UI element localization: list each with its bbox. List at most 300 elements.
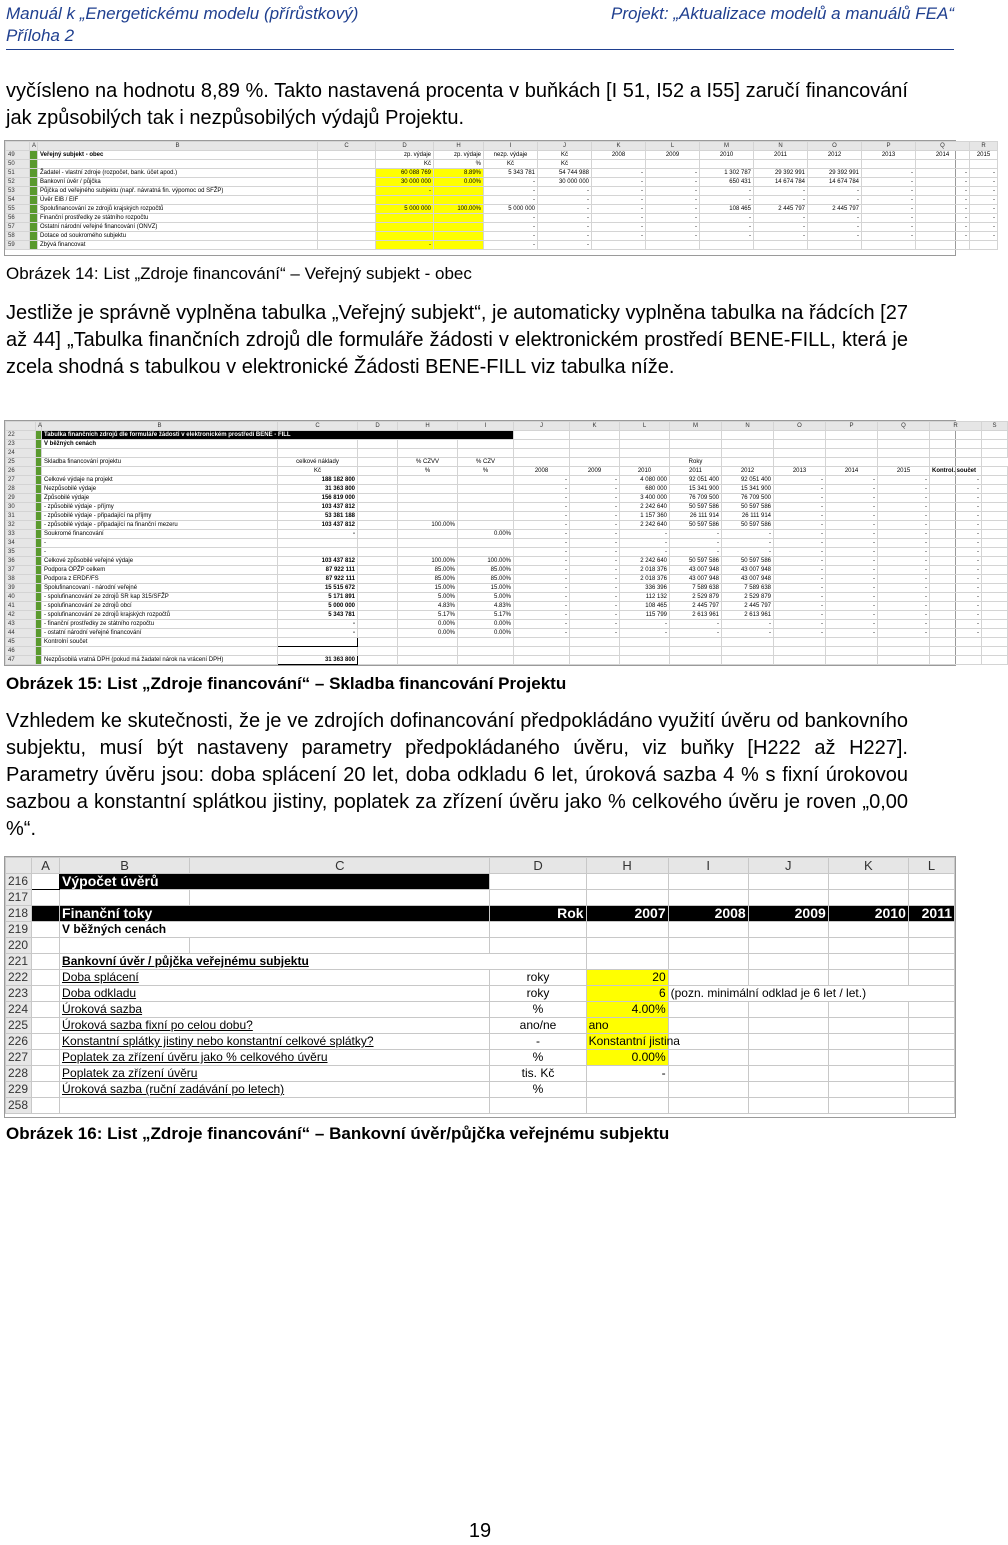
- row-number[interactable]: 22: [6, 431, 36, 440]
- header-cell[interactable]: celkové náklady: [278, 458, 358, 467]
- empty-cell[interactable]: [620, 458, 670, 467]
- value-cell-i[interactable]: [458, 548, 514, 557]
- value-cell-q[interactable]: -: [826, 566, 878, 575]
- value-cell-h[interactable]: 85.00%: [398, 575, 458, 584]
- value-cell-o[interactable]: 92 051 400: [722, 476, 774, 485]
- value-cell-o[interactable]: 15 341 900: [722, 485, 774, 494]
- value-cell-p[interactable]: -: [774, 566, 826, 575]
- value-cell-h[interactable]: 0.00%: [398, 620, 458, 629]
- value-cell-o[interactable]: [722, 647, 774, 656]
- value-cell-q[interactable]: [826, 638, 878, 647]
- empty-cell[interactable]: [748, 874, 828, 890]
- value-cell-s[interactable]: -: [930, 512, 982, 521]
- empty-cell[interactable]: [878, 440, 930, 449]
- label-cell[interactable]: -: [42, 548, 278, 557]
- empty-cell[interactable]: [514, 449, 570, 458]
- label-cell[interactable]: Spolufinancovaní - národní veřejné: [42, 584, 278, 593]
- table-title[interactable]: Tabulka finančních zdrojů dle formuláře žádosti v elektronickém prostředí BENE - FILL: [42, 431, 514, 440]
- value-cell-l[interactable]: -: [570, 620, 620, 629]
- row-number[interactable]: 27: [6, 476, 36, 485]
- empty-cell[interactable]: [828, 1082, 908, 1098]
- value-cell-r[interactable]: -: [916, 205, 970, 214]
- value-cell-o[interactable]: 2 445 797: [722, 602, 774, 611]
- row-number[interactable]: 216: [6, 874, 32, 890]
- value-cell-m[interactable]: -: [620, 620, 670, 629]
- value-cell-r[interactable]: -: [916, 178, 970, 187]
- value-cell-s[interactable]: [970, 241, 998, 250]
- column-header-p[interactable]: P: [862, 142, 916, 151]
- value-cell-i[interactable]: [458, 539, 514, 548]
- empty-cell[interactable]: [774, 440, 826, 449]
- empty-cell[interactable]: [358, 440, 398, 449]
- value-cell-m[interactable]: -: [620, 629, 670, 638]
- empty-cell[interactable]: [982, 521, 1008, 530]
- value-cell-r[interactable]: -: [878, 611, 930, 620]
- value-cell-k[interactable]: -: [538, 187, 592, 196]
- empty-cell[interactable]: [828, 938, 908, 954]
- note-cell[interactable]: [668, 1034, 748, 1050]
- label-cell[interactable]: - spolufinancování ze zdrojů krajských rozpočtů: [42, 611, 278, 620]
- empty-cell[interactable]: [32, 986, 60, 1002]
- empty-cell[interactable]: [358, 611, 398, 620]
- value-cell-m[interactable]: 2009: [646, 151, 700, 160]
- row-number[interactable]: 39: [6, 584, 36, 593]
- value-cell-q[interactable]: -: [862, 223, 916, 232]
- empty-cell[interactable]: [982, 494, 1008, 503]
- value-cell-nn[interactable]: -: [670, 548, 722, 557]
- cell-d[interactable]: [318, 241, 376, 250]
- label-cell[interactable]: [38, 160, 318, 169]
- column-header-d[interactable]: D: [376, 142, 434, 151]
- row-number[interactable]: 229: [6, 1082, 32, 1098]
- empty-cell[interactable]: [982, 593, 1008, 602]
- value-cell-i[interactable]: zp. výdaje: [434, 151, 484, 160]
- empty-cell[interactable]: [358, 566, 398, 575]
- value-cell-l[interactable]: -: [570, 548, 620, 557]
- label-cell[interactable]: Způsobilé výdaje: [42, 494, 278, 503]
- column-header-k[interactable]: K: [828, 858, 908, 874]
- value-cell-h[interactable]: [398, 548, 458, 557]
- value-cell-r[interactable]: -: [916, 169, 970, 178]
- value-cell-r[interactable]: -: [878, 566, 930, 575]
- value-cell-d[interactable]: 87 922 111: [278, 566, 358, 575]
- value-cell-l[interactable]: -: [570, 530, 620, 539]
- empty-cell[interactable]: [828, 1018, 908, 1034]
- value-cell-h[interactable]: [398, 494, 458, 503]
- row-number[interactable]: 29: [6, 494, 36, 503]
- value-cell-s[interactable]: -: [930, 494, 982, 503]
- value-cell-m[interactable]: -: [646, 214, 700, 223]
- value-cell-nn[interactable]: 650 431: [700, 178, 754, 187]
- label-cell[interactable]: - spolufinancování ze zdrojů SR kap 315/SFŽP: [42, 593, 278, 602]
- value-cell-k[interactable]: 54 744 988: [538, 169, 592, 178]
- column-header-q[interactable]: Q: [916, 142, 970, 151]
- value-cell-s[interactable]: -: [930, 629, 982, 638]
- empty-cell[interactable]: [982, 512, 1008, 521]
- empty-cell[interactable]: [982, 647, 1008, 656]
- column-header-c[interactable]: C: [278, 422, 358, 431]
- value-cell-s[interactable]: -: [930, 620, 982, 629]
- value-cell-d[interactable]: 103 437 812: [278, 557, 358, 566]
- value-cell-d[interactable]: 5 343 781: [278, 611, 358, 620]
- empty-cell[interactable]: [670, 431, 722, 440]
- empty-cell[interactable]: [358, 449, 398, 458]
- value-cell-j[interactable]: nezp. výdaje: [484, 151, 538, 160]
- empty-cell[interactable]: [278, 449, 358, 458]
- unit-cell[interactable]: -: [490, 1034, 586, 1050]
- empty-cell[interactable]: [722, 458, 774, 467]
- row-number[interactable]: 57: [6, 223, 30, 232]
- value-cell-d[interactable]: 5 171 891: [278, 593, 358, 602]
- value-cell-h[interactable]: [398, 647, 458, 656]
- empty-cell[interactable]: [358, 620, 398, 629]
- value-cell-m[interactable]: [620, 656, 670, 665]
- value-cell-r[interactable]: -: [878, 629, 930, 638]
- row-number[interactable]: 45: [6, 638, 36, 647]
- column-header-b[interactable]: B: [42, 422, 278, 431]
- value-cell-nn[interactable]: -: [700, 232, 754, 241]
- value-cell-m[interactable]: -: [646, 232, 700, 241]
- year-cell[interactable]: 2007: [586, 906, 668, 922]
- value-cell-j[interactable]: 5 000 000: [484, 205, 538, 214]
- empty-cell[interactable]: [490, 922, 586, 938]
- empty-cell[interactable]: [748, 954, 828, 970]
- value-cell-k[interactable]: -: [514, 485, 570, 494]
- value-cell-i[interactable]: 100.00%: [458, 557, 514, 566]
- label-cell[interactable]: - finanční prostředky ze státního rozpočtu: [42, 620, 278, 629]
- value-cell-m[interactable]: 4 080 000: [620, 476, 670, 485]
- value-cell-s[interactable]: -: [930, 539, 982, 548]
- label-cell[interactable]: Žadatel - vlastní zdroje (rozpočet, bank. účet apod.): [38, 169, 318, 178]
- year-cell[interactable]: 2014: [826, 467, 878, 476]
- empty-cell[interactable]: [826, 449, 878, 458]
- unit-cell[interactable]: %: [490, 1082, 586, 1098]
- empty-cell[interactable]: [982, 629, 1008, 638]
- empty-cell[interactable]: [982, 476, 1008, 485]
- value-cell-p[interactable]: -: [774, 521, 826, 530]
- value-cell-p[interactable]: -: [774, 548, 826, 557]
- value-cell-o[interactable]: -: [754, 214, 808, 223]
- value-cell-k[interactable]: -: [514, 566, 570, 575]
- empty-cell[interactable]: [670, 440, 722, 449]
- value-cell-nn[interactable]: 50 597 586: [670, 503, 722, 512]
- empty-cell[interactable]: [930, 458, 982, 467]
- value-cell-h[interactable]: 30 000 000: [376, 178, 434, 187]
- value-cell-s[interactable]: -: [930, 593, 982, 602]
- value-cell-i[interactable]: [458, 638, 514, 647]
- value-cell-p[interactable]: [808, 160, 862, 169]
- value-cell-p[interactable]: -: [774, 530, 826, 539]
- row-number[interactable]: 47: [6, 656, 36, 665]
- empty-cell[interactable]: [620, 440, 670, 449]
- column-header-s[interactable]: S: [982, 422, 1008, 431]
- parameter-label[interactable]: Úroková sazba fixní po celou dobu?: [60, 1018, 490, 1034]
- value-cell-q[interactable]: -: [826, 575, 878, 584]
- value-cell-o[interactable]: 50 597 586: [722, 503, 774, 512]
- value-cell-r[interactable]: -: [916, 214, 970, 223]
- empty-cell[interactable]: [358, 602, 398, 611]
- label-cell[interactable]: Ostatní národní veřejné financování (ONVZ): [38, 223, 318, 232]
- value-cell-k[interactable]: -: [514, 629, 570, 638]
- row-marker[interactable]: [30, 160, 38, 169]
- empty-cell[interactable]: [878, 449, 930, 458]
- row-number[interactable]: 56: [6, 214, 30, 223]
- column-header-j[interactable]: J: [748, 858, 828, 874]
- column-header-q[interactable]: Q: [878, 422, 930, 431]
- column-header-l[interactable]: L: [908, 858, 954, 874]
- row-marker[interactable]: [30, 205, 38, 214]
- subtitle-cell[interactable]: V běžných cenách: [42, 440, 278, 449]
- column-header-i[interactable]: I: [484, 142, 538, 151]
- value-cell-q[interactable]: -: [862, 205, 916, 214]
- column-header-d[interactable]: D: [358, 422, 398, 431]
- year-cell[interactable]: 2011: [670, 467, 722, 476]
- value-cell-q[interactable]: -: [826, 503, 878, 512]
- value-cell-r[interactable]: -: [878, 485, 930, 494]
- value-cell-r[interactable]: -: [878, 530, 930, 539]
- cell-d[interactable]: [318, 232, 376, 241]
- value-cell-q[interactable]: -: [826, 629, 878, 638]
- empty-cell[interactable]: [774, 458, 826, 467]
- empty-cell[interactable]: [586, 954, 668, 970]
- row-number[interactable]: 37: [6, 566, 36, 575]
- value-cell-nn[interactable]: -: [700, 187, 754, 196]
- value-cell-nn[interactable]: 50 597 586: [670, 521, 722, 530]
- value-cell-k[interactable]: -: [538, 232, 592, 241]
- value-cell-d[interactable]: 188 182 800: [278, 476, 358, 485]
- note-cell[interactable]: [668, 1002, 748, 1018]
- empty-cell[interactable]: [490, 938, 586, 954]
- value-cell-nn[interactable]: -: [670, 530, 722, 539]
- value-cell-q[interactable]: -: [826, 557, 878, 566]
- value-cell-nn[interactable]: [700, 160, 754, 169]
- column-header-a[interactable]: A: [30, 142, 38, 151]
- value-cell-j[interactable]: -: [484, 196, 538, 205]
- value-cell-i[interactable]: [458, 503, 514, 512]
- value-cell-l[interactable]: -: [592, 178, 646, 187]
- empty-cell[interactable]: [668, 922, 748, 938]
- value-cell-s[interactable]: -: [930, 557, 982, 566]
- value-cell-k[interactable]: -: [514, 548, 570, 557]
- value-cell-nn[interactable]: -: [670, 539, 722, 548]
- value-cell-m[interactable]: -: [646, 196, 700, 205]
- value-cell-nn[interactable]: 43 007 948: [670, 575, 722, 584]
- column-header-r[interactable]: R: [970, 142, 998, 151]
- row-number[interactable]: 26: [6, 467, 36, 476]
- value-cell-s[interactable]: -: [930, 476, 982, 485]
- empty-cell[interactable]: [908, 874, 954, 890]
- value-cell-l[interactable]: -: [570, 593, 620, 602]
- value-cell-h[interactable]: -: [376, 241, 434, 250]
- cell-d[interactable]: [318, 160, 376, 169]
- value-cell-h[interactable]: [376, 196, 434, 205]
- label-cell[interactable]: Úvěr EIB / EIF: [38, 196, 318, 205]
- empty-cell[interactable]: [358, 548, 398, 557]
- value-cell-s[interactable]: -: [930, 575, 982, 584]
- empty-cell[interactable]: [190, 938, 490, 954]
- value-cell-o[interactable]: -: [722, 539, 774, 548]
- empty-cell[interactable]: [32, 1050, 60, 1066]
- value-cell-o[interactable]: [722, 656, 774, 665]
- value-cell-l[interactable]: -: [570, 521, 620, 530]
- cash-flow-title[interactable]: Finanční toky: [60, 906, 490, 922]
- row-marker[interactable]: [30, 232, 38, 241]
- unit-cell[interactable]: %: [490, 1002, 586, 1018]
- value-cell-d[interactable]: [278, 638, 358, 647]
- value-cell-s[interactable]: -: [970, 223, 998, 232]
- empty-cell[interactable]: [748, 922, 828, 938]
- empty-cell[interactable]: [908, 922, 954, 938]
- empty-cell[interactable]: [722, 440, 774, 449]
- cell-d[interactable]: [318, 196, 376, 205]
- label-cell[interactable]: Finanční prostředky ze státního rozpočtu: [38, 214, 318, 223]
- value-cell-l[interactable]: -: [570, 503, 620, 512]
- value-cell-p[interactable]: [774, 656, 826, 665]
- empty-cell[interactable]: [398, 440, 458, 449]
- note-cell[interactable]: [668, 1018, 748, 1034]
- unit-cell[interactable]: [490, 1098, 586, 1114]
- empty-cell[interactable]: [32, 1098, 60, 1114]
- value-cell-i[interactable]: [458, 494, 514, 503]
- empty-cell[interactable]: [878, 458, 930, 467]
- empty-cell[interactable]: [458, 440, 514, 449]
- value-cell-k[interactable]: [514, 656, 570, 665]
- value-cell-d[interactable]: -: [278, 629, 358, 638]
- parameter-value[interactable]: 0.00%: [586, 1050, 668, 1066]
- value-cell-nn[interactable]: -: [670, 629, 722, 638]
- value-cell-l[interactable]: -: [570, 575, 620, 584]
- empty-cell[interactable]: [828, 954, 908, 970]
- empty-cell[interactable]: [32, 1066, 60, 1082]
- value-cell-i[interactable]: [434, 223, 484, 232]
- value-cell-h[interactable]: [398, 503, 458, 512]
- value-cell-p[interactable]: -: [774, 557, 826, 566]
- value-cell-m[interactable]: -: [646, 205, 700, 214]
- value-cell-m[interactable]: -: [646, 169, 700, 178]
- value-cell-s[interactable]: -: [930, 548, 982, 557]
- empty-cell[interactable]: [570, 449, 620, 458]
- empty-cell[interactable]: [982, 575, 1008, 584]
- empty-cell[interactable]: [982, 539, 1008, 548]
- cell-d[interactable]: [318, 223, 376, 232]
- row-marker[interactable]: [30, 196, 38, 205]
- parameter-label[interactable]: Poplatek za zřízení úvěru jako % celkového úvěru: [60, 1050, 490, 1066]
- empty-cell[interactable]: [982, 503, 1008, 512]
- row-number[interactable]: 222: [6, 970, 32, 986]
- value-cell-d[interactable]: [278, 548, 358, 557]
- empty-cell[interactable]: [748, 890, 828, 906]
- value-cell-o[interactable]: 2 529 879: [722, 593, 774, 602]
- value-cell-h[interactable]: -: [376, 187, 434, 196]
- empty-cell[interactable]: [358, 530, 398, 539]
- value-cell-d[interactable]: -: [278, 620, 358, 629]
- unit-cell[interactable]: tis. Kč: [490, 1066, 586, 1082]
- column-header-k[interactable]: K: [592, 142, 646, 151]
- empty-cell[interactable]: [668, 890, 748, 906]
- value-cell-r[interactable]: -: [878, 539, 930, 548]
- value-cell-q[interactable]: -: [826, 539, 878, 548]
- label-cell[interactable]: Bankovní úvěr / půjčka: [38, 178, 318, 187]
- value-cell-l[interactable]: -: [592, 223, 646, 232]
- value-cell-o[interactable]: -: [722, 530, 774, 539]
- empty-cell[interactable]: [358, 647, 398, 656]
- value-cell-o[interactable]: 50 597 586: [722, 557, 774, 566]
- unit-cell[interactable]: roky: [490, 970, 586, 986]
- value-cell-k[interactable]: -: [538, 205, 592, 214]
- empty-cell[interactable]: [748, 1050, 828, 1066]
- empty-cell[interactable]: [190, 890, 490, 906]
- value-cell-s[interactable]: -: [930, 521, 982, 530]
- value-cell-nn[interactable]: 7 589 638: [670, 584, 722, 593]
- empty-cell[interactable]: [514, 458, 570, 467]
- select-all-corner[interactable]: [6, 858, 32, 874]
- row-number[interactable]: 24: [6, 449, 36, 458]
- value-cell-o[interactable]: 2 613 961: [722, 611, 774, 620]
- value-cell-o[interactable]: 2 445 797: [754, 205, 808, 214]
- value-cell-o[interactable]: [754, 241, 808, 250]
- empty-cell[interactable]: [458, 449, 514, 458]
- empty-cell[interactable]: [570, 431, 620, 440]
- empty-cell[interactable]: [982, 656, 1008, 665]
- empty-cell[interactable]: [586, 890, 668, 906]
- value-cell-p[interactable]: -: [808, 196, 862, 205]
- value-cell-s[interactable]: -: [970, 169, 998, 178]
- column-header-n[interactable]: N: [754, 142, 808, 151]
- value-cell-j[interactable]: -: [484, 232, 538, 241]
- value-cell-i[interactable]: 0.00%: [434, 178, 484, 187]
- empty-cell[interactable]: [670, 449, 722, 458]
- value-cell-m[interactable]: -: [620, 548, 670, 557]
- year-cell[interactable]: 2010: [620, 467, 670, 476]
- header-cell[interactable]: %: [458, 467, 514, 476]
- value-cell-m[interactable]: 112 132: [620, 593, 670, 602]
- empty-cell[interactable]: [32, 890, 60, 906]
- value-cell-d[interactable]: -: [278, 530, 358, 539]
- value-cell-h[interactable]: [398, 512, 458, 521]
- empty-cell[interactable]: [878, 431, 930, 440]
- empty-cell[interactable]: [982, 530, 1008, 539]
- value-cell-s[interactable]: [930, 656, 982, 665]
- year-cell[interactable]: 2011: [908, 906, 954, 922]
- value-cell-q[interactable]: -: [826, 476, 878, 485]
- empty-cell[interactable]: [982, 566, 1008, 575]
- value-cell-q[interactable]: -: [826, 548, 878, 557]
- empty-cell[interactable]: [982, 620, 1008, 629]
- label-cell[interactable]: Veřejný subjekt - obec: [38, 151, 318, 160]
- value-cell-l[interactable]: -: [570, 485, 620, 494]
- value-cell-i[interactable]: 15.00%: [458, 584, 514, 593]
- value-cell-q[interactable]: -: [862, 187, 916, 196]
- value-cell-p[interactable]: 2012: [808, 151, 862, 160]
- value-cell-q[interactable]: [826, 647, 878, 656]
- row-number[interactable]: 226: [6, 1034, 32, 1050]
- value-cell-m[interactable]: 2 018 376: [620, 566, 670, 575]
- value-cell-d[interactable]: 5 000 000: [278, 602, 358, 611]
- value-cell-s[interactable]: [930, 647, 982, 656]
- value-cell-s[interactable]: -: [970, 214, 998, 223]
- empty-cell[interactable]: [490, 874, 586, 890]
- empty-cell[interactable]: [930, 440, 982, 449]
- empty-cell[interactable]: [982, 611, 1008, 620]
- column-header-o[interactable]: O: [774, 422, 826, 431]
- value-cell-nn[interactable]: 108 465: [700, 205, 754, 214]
- year-cell[interactable]: 2008: [668, 906, 748, 922]
- value-cell-o[interactable]: -: [722, 629, 774, 638]
- value-cell-i[interactable]: 0.00%: [458, 629, 514, 638]
- value-cell-m[interactable]: 2 242 640: [620, 503, 670, 512]
- value-cell-q[interactable]: -: [862, 232, 916, 241]
- value-cell-h[interactable]: [398, 476, 458, 485]
